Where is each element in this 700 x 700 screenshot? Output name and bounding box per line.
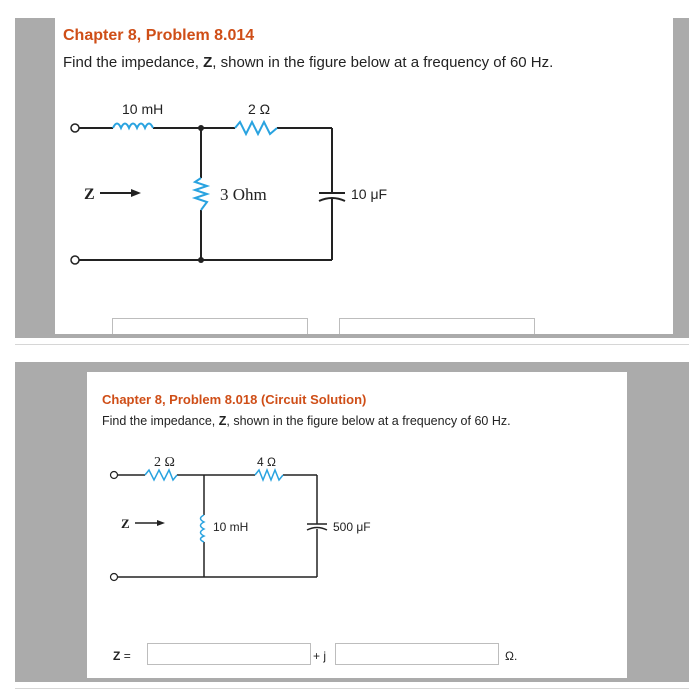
problem-2-panel <box>15 362 689 682</box>
answer-z-label: Z = <box>113 649 131 663</box>
capacitor-label: 500 μF <box>333 520 371 534</box>
problem-2-title: Chapter 8, Problem 8.018 (Circuit Solution) <box>102 392 367 407</box>
problem-1-title: Chapter 8, Problem 8.014 <box>63 27 255 44</box>
problem-1-panel <box>15 18 689 338</box>
arrow-head <box>131 189 141 197</box>
divider-bottom <box>15 688 689 689</box>
divider <box>15 344 689 345</box>
shunt-resistor-symbol <box>195 178 207 210</box>
problem-1-card <box>55 18 673 334</box>
series-resistor-label: 4 Ω <box>257 455 276 469</box>
plus-j-label: + j <box>313 649 327 663</box>
terminal-bottom <box>71 256 79 264</box>
terminal-top <box>71 124 79 132</box>
problem-1-prompt: Find the impedance, Z, shown in the figure below at a frequency of 60 Hz. <box>63 54 554 71</box>
impedance-label: Z <box>84 186 95 203</box>
answer-row <box>87 372 627 678</box>
capacitor-label: 10 μF <box>351 186 388 202</box>
answer-real-input-1[interactable] <box>112 318 308 334</box>
problem-2-prompt: Find the impedance, Z, shown in the figure below at a frequency of 60 Hz. <box>102 414 511 428</box>
inductor-symbol <box>113 124 153 129</box>
series-resistor-label: 2 Ω <box>248 101 271 117</box>
circuit-diagram-1 <box>55 18 673 334</box>
answer-real-input[interactable] <box>147 643 311 665</box>
inductor-label: 10 mH <box>122 101 164 117</box>
impedance-label: Z <box>121 516 130 531</box>
answer-imag-input-1[interactable] <box>339 318 535 334</box>
unit-label: Ω. <box>505 649 518 663</box>
answer-imag-input[interactable] <box>335 643 499 665</box>
input-resistor-label: 2 Ω <box>154 455 175 470</box>
junction-dot <box>198 257 204 263</box>
shunt-inductor-label: 10 mH <box>213 520 249 534</box>
junction-dot <box>198 125 204 131</box>
shunt-resistor-label: 3 Ohm <box>220 185 267 204</box>
problem-2-card <box>87 372 627 678</box>
series-resistor-symbol <box>235 122 277 134</box>
